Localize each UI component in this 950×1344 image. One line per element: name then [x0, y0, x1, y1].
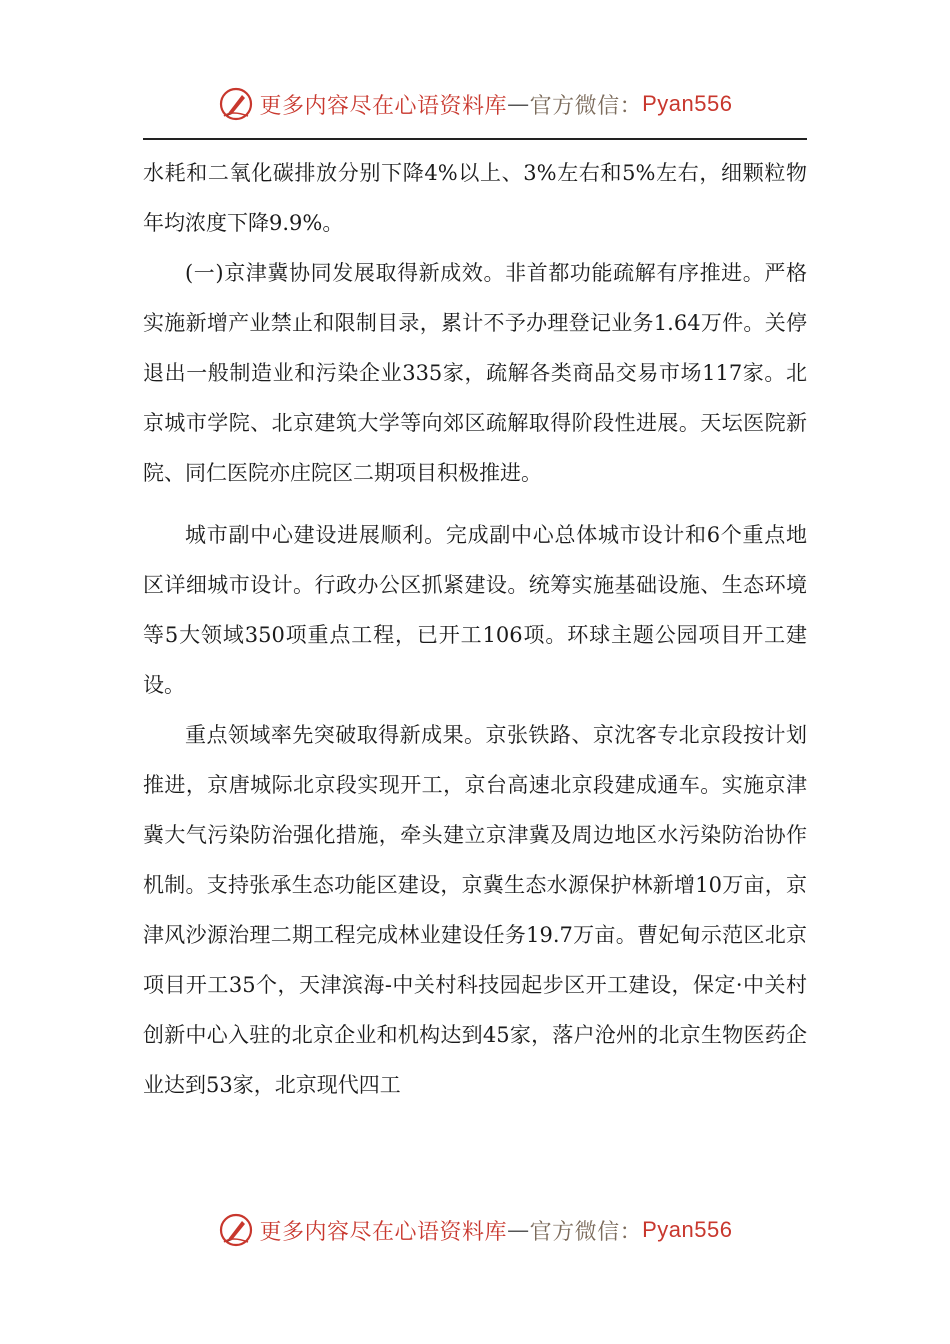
paragraph: 水耗和二氧化碳排放分别下降4%以上、3%左右和5%左右，细颗粒物年均浓度下降9.9%。: [143, 161, 807, 235]
header-divider: [143, 138, 807, 140]
paragraph-gap: [143, 498, 807, 510]
document-body: [143, 148, 807, 1110]
header-banner: [0, 82, 950, 126]
header-wechat-label: 官方微信：: [529, 93, 643, 119]
header-banner-text: 更多内容尽在心语资料库: [259, 93, 508, 119]
header-wechat-handle: Pyan556: [642, 91, 733, 116]
paragraph: 城市副中心建设进展顺利。完成副中心总体城市设计和6个重点地区详细城市设计。行政办公区抓紧建设。统筹实施基础设施、生态环境等5大领域350项重点工程，已开工106项。环球主题公园项目开工建设。: [143, 523, 807, 697]
header-banner-dash: —: [507, 91, 530, 117]
footer-wechat-handle: Pyan556: [642, 1217, 733, 1242]
footer-wechat-label: 官方微信：: [529, 1219, 643, 1245]
pen-logo-icon: [218, 86, 254, 122]
pen-logo-icon: [218, 1212, 254, 1248]
paragraph: 重点领域率先突破取得新成果。京张铁路、京沈客专北京段按计划推进，京唐城际北京段实现开工，京台高速北京段建成通车。实施京津冀大气污染防治强化措施，牵头建立京津冀及周边地区水污染防治协作机制。支持张承生态功能区建设，京冀生态水源保护林新增10万亩，京津风沙源治理二期工程完成林业建设任务19.7万亩。曹妃甸示范区北京项目开工35个，天津滨海-中关村科技园起步区开工建设，保定·中关村创新中心入驻的北京企业和机构达到45家，落户沧州的北京生物医药企业达到53家，北京现代四工: [143, 723, 807, 1097]
paragraph: (一)京津冀协同发展取得新成效。非首都功能疏解有序推进。严格实施新增产业禁止和限制目录，累计不予办理登记业务1.64万件。关停退出一般制造业和污染企业335家，疏解各类商品交易市场117家。北京城市学院、北京建筑大学等向郊区疏解取得阶段性进展。天坛医院新院、同仁医院亦庄院区二期项目积极推进。: [143, 261, 807, 485]
footer-banner-dash: —: [507, 1217, 530, 1243]
footer-banner: [0, 1208, 950, 1252]
footer-banner-text: 更多内容尽在心语资料库: [259, 1219, 508, 1245]
